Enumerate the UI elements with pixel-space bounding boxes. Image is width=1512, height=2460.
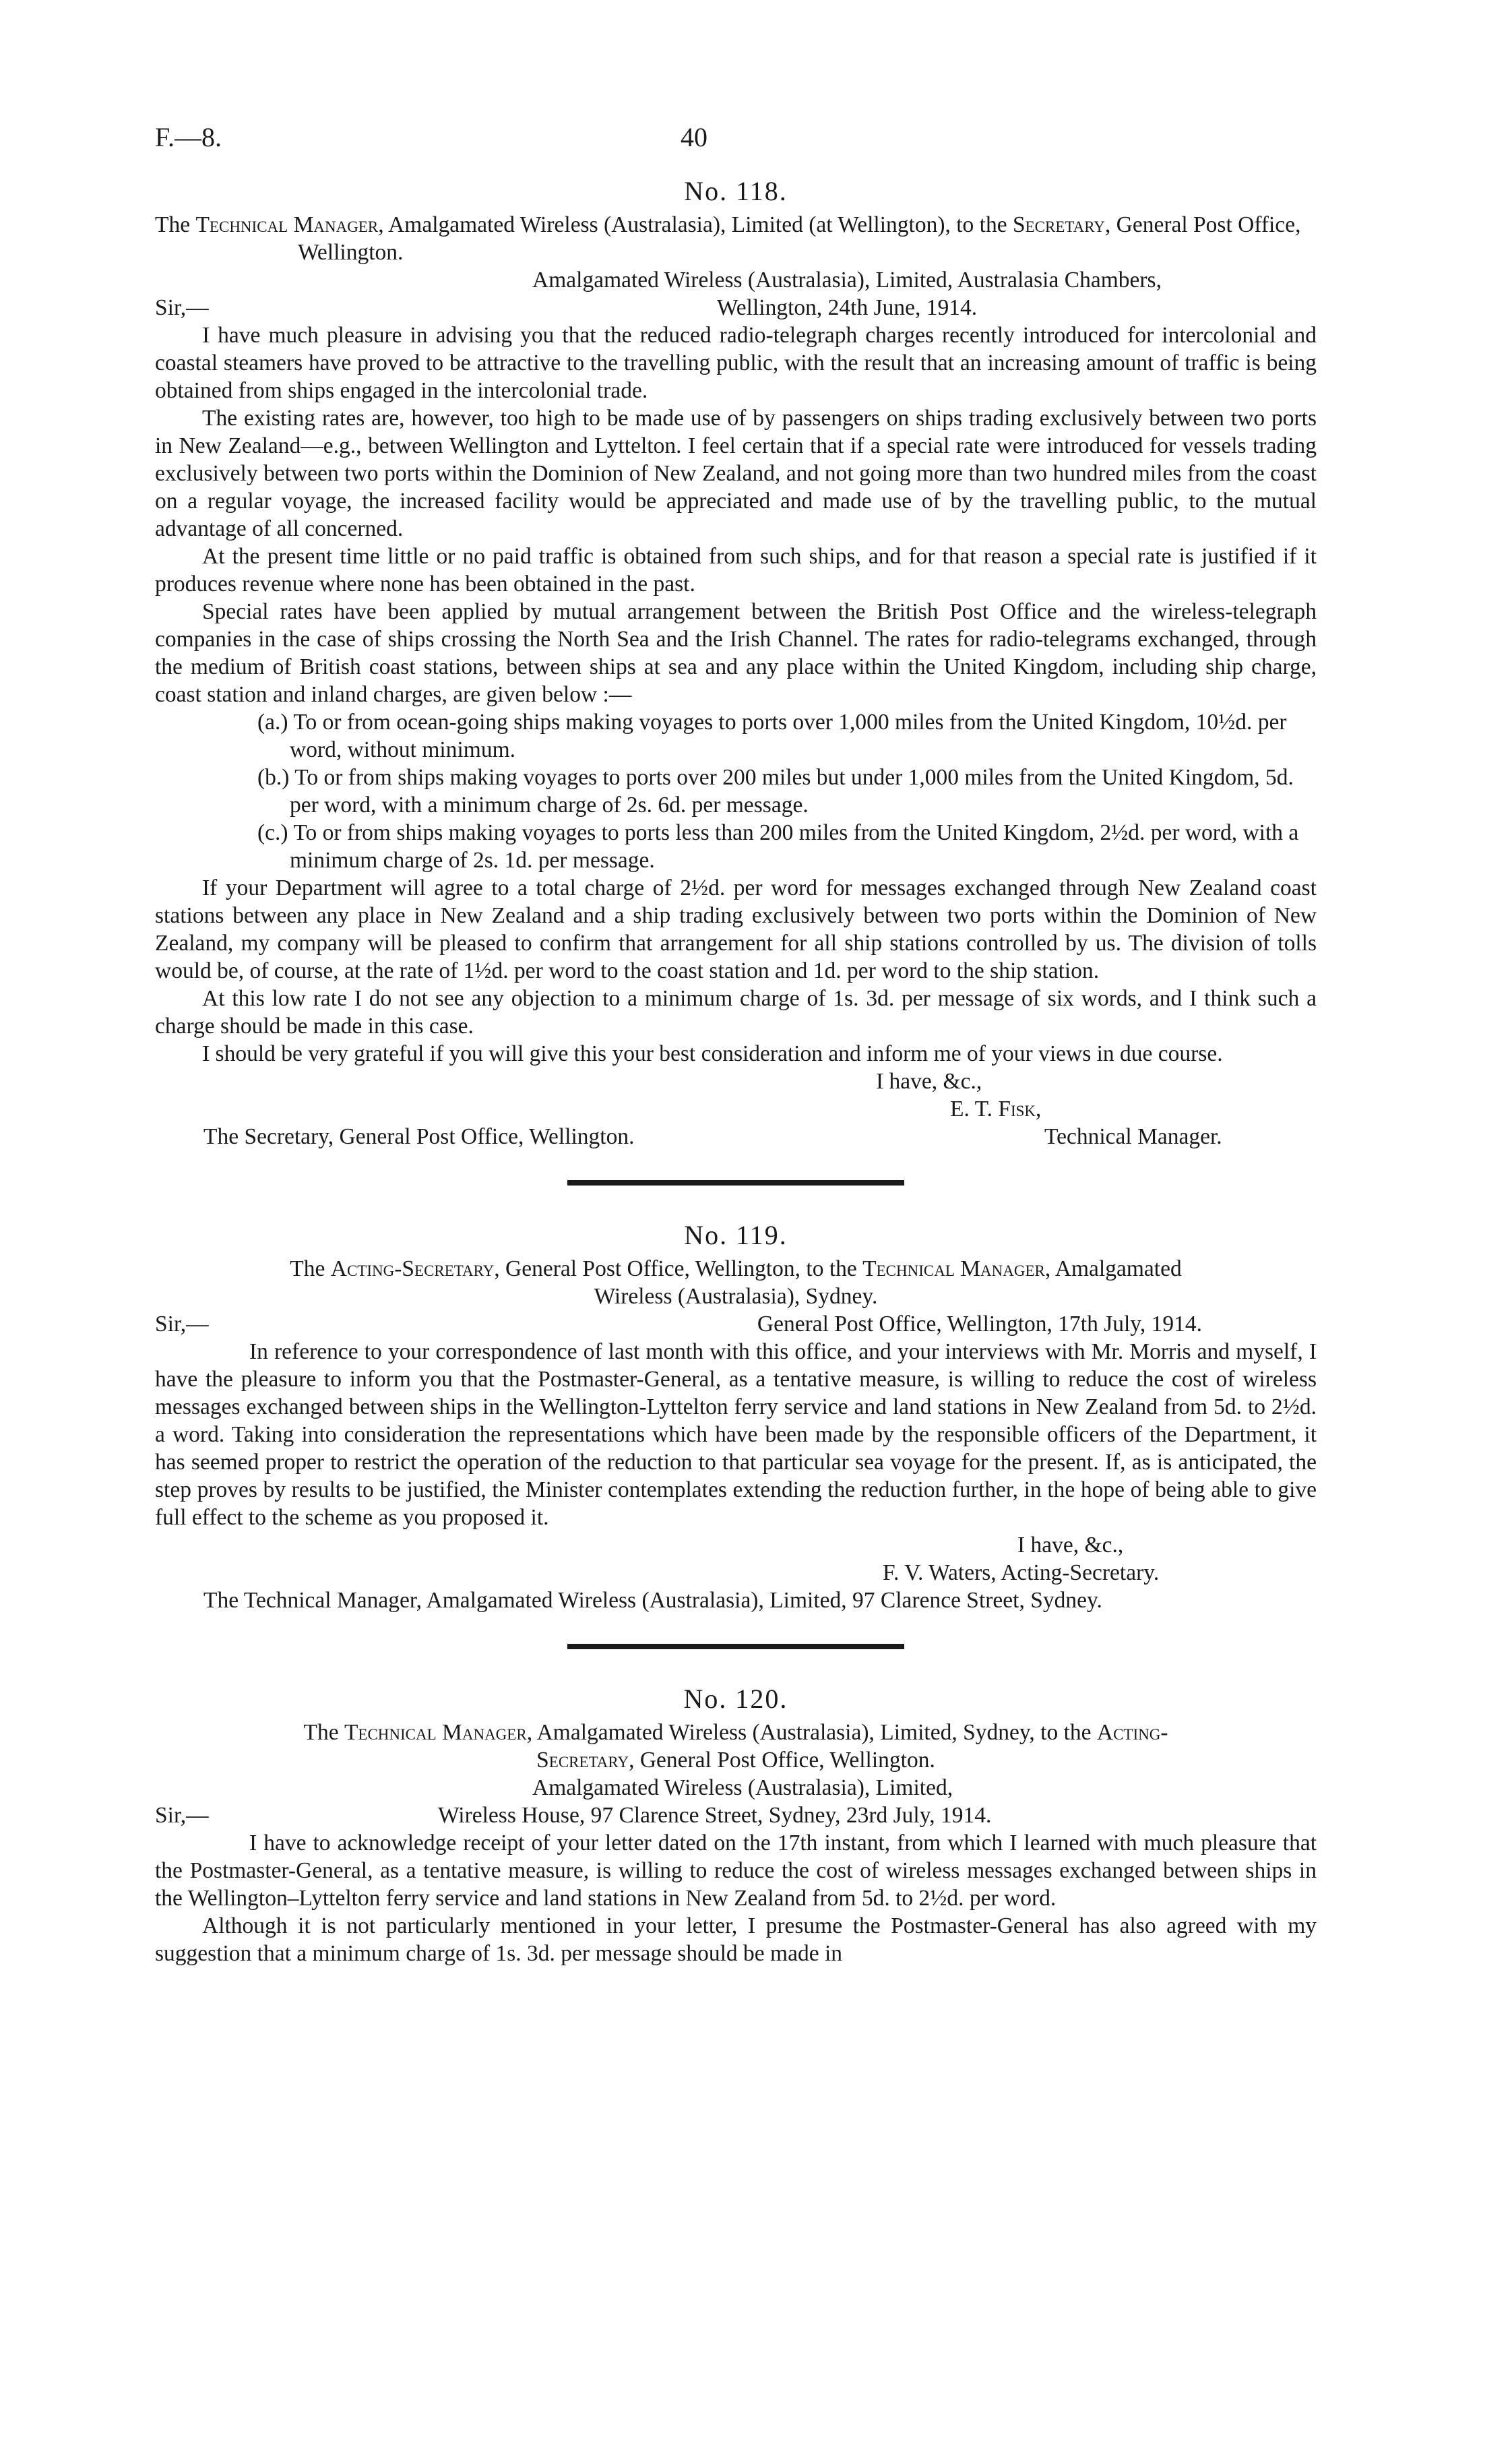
closing: I have, &c.,	[876, 1069, 982, 1094]
letter-number: No. 119.	[684, 1220, 788, 1250]
section-divider	[567, 1180, 904, 1187]
signature-name: E. T. Fisk,	[950, 1097, 1042, 1121]
paragraph: In reference to your correspondence of last month with this office, and your interviews with Mr. Morris and myself, I have the pleasure to inform you that the Postmaster-General, as a tentative measure, is willing to reduce the cost of wireless messages exchanged between ships in the Wellington-Lyttelton ferry service and land stations in New Zealand from 5d. to 2½d. a word. Taking into consideration the representations which have been made by the responsible officers of the Department, it has seemed proper to restrict the operation of the reduction to that particular sea voyage for the present. If, as is anticipated, the step proves by results to be justified, the Minister contemplates extending the reduction further, in the hope of being able to give full effect to the scheme as you proposed it.	[155, 1339, 1317, 1530]
document-reference: F.—8.	[155, 122, 222, 152]
page-number: 40	[681, 122, 707, 152]
sender-address	[155, 266, 1317, 321]
signature: F. V. Waters, Acting-Secretary.	[883, 1560, 1160, 1585]
letter-heading: The Technical Manager, Amalgamated Wireless (Australasia), Limited (at Wellington), to the Secretary, General Post Office, Wellington.	[155, 212, 1301, 265]
letter-heading: The Acting-Secretary, General Post Office, Wellington, to the Technical Manager, Amalgamated Wireless (Australasia), Sydney.	[290, 1256, 1182, 1309]
closing-row	[155, 1068, 1317, 1095]
address-line: Wellington, 24th June, 1914.	[716, 295, 978, 320]
letter-number: No. 118.	[684, 176, 788, 206]
running-head	[155, 121, 1317, 175]
paragraph: If your Department will agree to a total charge of 2½d. per word for messages exchanged through New Zealand coast stations between any place in New Zealand and a ship trading exclusively between two ports within the Dominion of New Zealand, my company will be pleased to confirm that arrangement for all ship stations controlled by us. The division of tolls would be, of course, at the rate of 1½d. per word to the coast station and 1d. per word to the ship station.	[155, 875, 1317, 983]
section-divider	[567, 1644, 904, 1651]
letter-heading: The Technical Manager, Amalgamated Wireless (Australasia), Limited, Sydney, to the Acting- Secretary, General Post Office, Wellington.	[303, 1720, 1168, 1773]
paragraph: Special rates have been applied by mutual arrangement between the British Post Office and the wireless-telegraph companies in the case of ships crossing the North Sea and the Irish Channel. The rates for radio-telegrams exchanged, through the medium of British coast stations, between ships at sea and any place within the United Kingdom, including ship charge, coast station and inland charges, are given below :—	[155, 599, 1317, 707]
rate-list-item: (b.) To or from ships making voyages to ports over 200 miles but under 1,000 miles from the United Kingdom, 5d. per word, with a minimum charge of 2s. 6d. per message.	[257, 765, 1294, 818]
addressee-row	[155, 1587, 1317, 1614]
addressee: The Technical Manager, Amalgamated Wireless (Australasia), Limited, 97 Clarence Street, Sydney.	[203, 1588, 1102, 1613]
signature-title: Technical Manager.	[1044, 1124, 1222, 1149]
address-line: Amalgamated Wireless (Australasia), Limited, Australasia Chambers,	[532, 268, 1162, 293]
salutation: Sir,—	[155, 1312, 209, 1336]
closing: I have, &c.,	[1017, 1533, 1124, 1558]
address-line: Wireless House, 97 Clarence Street, Sydney, 23rd July, 1914.	[438, 1803, 992, 1828]
addressee: The Secretary, General Post Office, Wellington.	[203, 1124, 635, 1149]
paragraph: The existing rates are, however, too high to be made use of by passengers on ships trading exclusively between two ports in New Zealand—e.g., between Wellington and Lyttelton. I feel certain that if a special rate were introduced for vessels trading exclusively between two ports within the Dominion of New Zealand, and not going more than two hundred miles from the coast on a regular voyage, the increased facility would be appreciated and made use of by the travelling public, to the mutual advantage of all concerned.	[155, 406, 1317, 541]
paragraph: I should be very grateful if you will give this your best consideration and inform me of your views in due course.	[202, 1041, 1223, 1066]
salutation: Sir,—	[155, 1803, 209, 1828]
salutation: Sir,—	[155, 295, 209, 320]
addressee-row	[155, 1123, 1317, 1150]
paragraph: I have much pleasure in advising you that the reduced radio-telegraph charges recently introduced for intercolonial and coastal steamers have proved to be attractive to the travelling public, with the result that an increasing amount of traffic is being obtained from ships engaged in the intercolonial trade.	[155, 323, 1317, 403]
letter-120	[155, 1683, 1317, 1967]
rate-list-item: (c.) To or from ships making voyages to ports less than 200 miles from the United Kingdom, 2½d. per word, with a minimum charge of 2s. 1d. per message.	[257, 820, 1299, 873]
letter-118	[155, 175, 1317, 1150]
closing-row	[155, 1531, 1317, 1559]
paragraph: I have to acknowledge receipt of your letter dated on the 17th instant, from which I learned with much pleasure that the Postmaster-General, as a tentative measure, is willing to reduce the cost of wireless messages exchanged between ships in the Wellington–Lyttelton ferry service and land stations in New Zealand from 5d. to 2½d. per word.	[155, 1831, 1317, 1911]
paragraph: Although it is not particularly mentioned in your letter, I presume the Postmaster-General has also agreed with my suggestion that a minimum charge of 1s. 3d. per message should be made in	[155, 1913, 1317, 1966]
address-line: General Post Office, Wellington, 17th July, 1914.	[757, 1312, 1202, 1336]
paragraph: At the present time little or no paid traffic is obtained from such ships, and for that reason a special rate is justified if it produces revenue where none has been obtained in the past.	[155, 544, 1317, 596]
sender-address	[155, 1774, 1317, 1829]
address-line: Amalgamated Wireless (Australasia), Limited,	[532, 1775, 953, 1800]
letter-number: No. 120.	[683, 1684, 788, 1714]
paragraph: At this low rate I do not see any objection to a minimum charge of 1s. 3d. per message of six words, and I think such a charge should be made in this case.	[155, 986, 1317, 1039]
signature-row	[155, 1559, 1317, 1587]
letter-119	[155, 1219, 1317, 1614]
signature-row	[155, 1095, 1317, 1123]
rate-list-item: (a.) To or from ocean-going ships making voyages to ports over 1,000 miles from the United Kingdom, 10½d. per word, without minimum.	[257, 710, 1287, 762]
sender-address	[155, 1310, 1317, 1338]
